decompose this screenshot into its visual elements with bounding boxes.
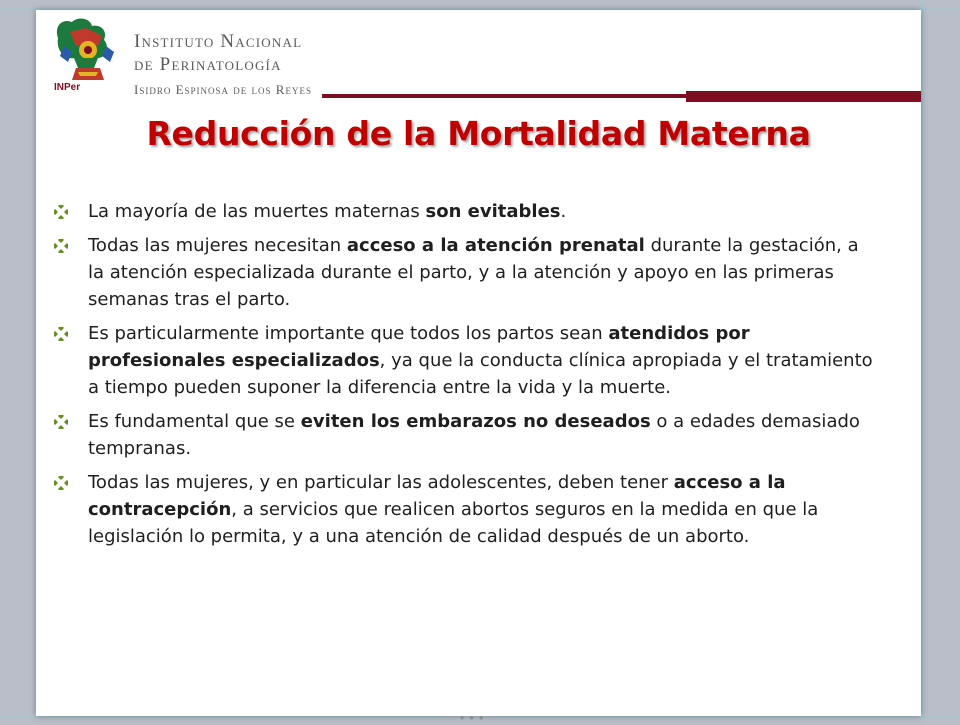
bullet-text: durante la gestación, a la atención especializada durante el parto, y a la atención y apoyo en las primeras semanas tras el parto. xyxy=(88,235,859,310)
background-guide-line xyxy=(922,0,923,720)
diamond-bullet-icon xyxy=(54,415,68,429)
bullet-item xyxy=(54,408,880,462)
institution-subtitle: Isidro Espinosa de los Reyes xyxy=(134,82,312,97)
bullet-emphasis: acceso a la contracepción xyxy=(88,472,786,520)
diamond-bullet-icon xyxy=(54,476,68,490)
bullet-text: o a edades demasiado tempranas. xyxy=(88,411,860,459)
diamond-bullet-icon xyxy=(54,327,68,341)
diamond-bullet-icon xyxy=(54,205,68,219)
institution-name xyxy=(134,30,312,98)
bullet-text: . xyxy=(560,201,567,222)
bullet-text: Es particularmente importante que todos los partos sean xyxy=(88,323,609,344)
accent-bar-thick xyxy=(686,91,921,102)
bullet-text: Todas las mujeres, y en particular las adolescentes, deben tener xyxy=(88,472,674,493)
inper-acronym: INPer xyxy=(54,82,81,93)
bullet-emphasis: atendidos por profesionales especializados xyxy=(88,323,750,371)
bullet-text: Es fundamental que se xyxy=(88,411,301,432)
bullet-text: Todas las mujeres necesitan xyxy=(88,235,347,256)
institution-line-2: de Perinatología xyxy=(134,54,282,75)
bullet-emphasis: eviten los embarazos no deseados xyxy=(300,411,651,432)
accent-bar-thin xyxy=(322,94,688,98)
bullet-item xyxy=(54,198,880,225)
bullet-emphasis: son evitables xyxy=(425,201,561,222)
bullet-emphasis: acceso a la atención prenatal xyxy=(346,235,645,256)
bullet-item xyxy=(54,469,880,550)
institution-line-1: Instituto Nacional xyxy=(134,31,303,52)
bullet-text: , ya que la conducta clínica apropiada y el tratamiento a tiempo pueden suponer la diferencia entre la vida y la muerte. xyxy=(88,350,873,398)
bullet-text: , a servicios que realicen abortos seguros en la medida en que la legislación lo permita, y a una atención de calidad después de un aborto. xyxy=(88,499,819,547)
diamond-bullet-icon xyxy=(54,239,68,253)
slide xyxy=(36,10,921,716)
slide-footer-dots: • • • xyxy=(460,711,485,725)
bullet-item xyxy=(54,232,880,313)
bullet-item xyxy=(54,320,880,401)
slide-title: Reducción de la Mortalidad Materna xyxy=(146,114,811,153)
bullet-text: La mayoría de las muertes maternas xyxy=(88,201,426,222)
bullet-list xyxy=(54,198,880,557)
